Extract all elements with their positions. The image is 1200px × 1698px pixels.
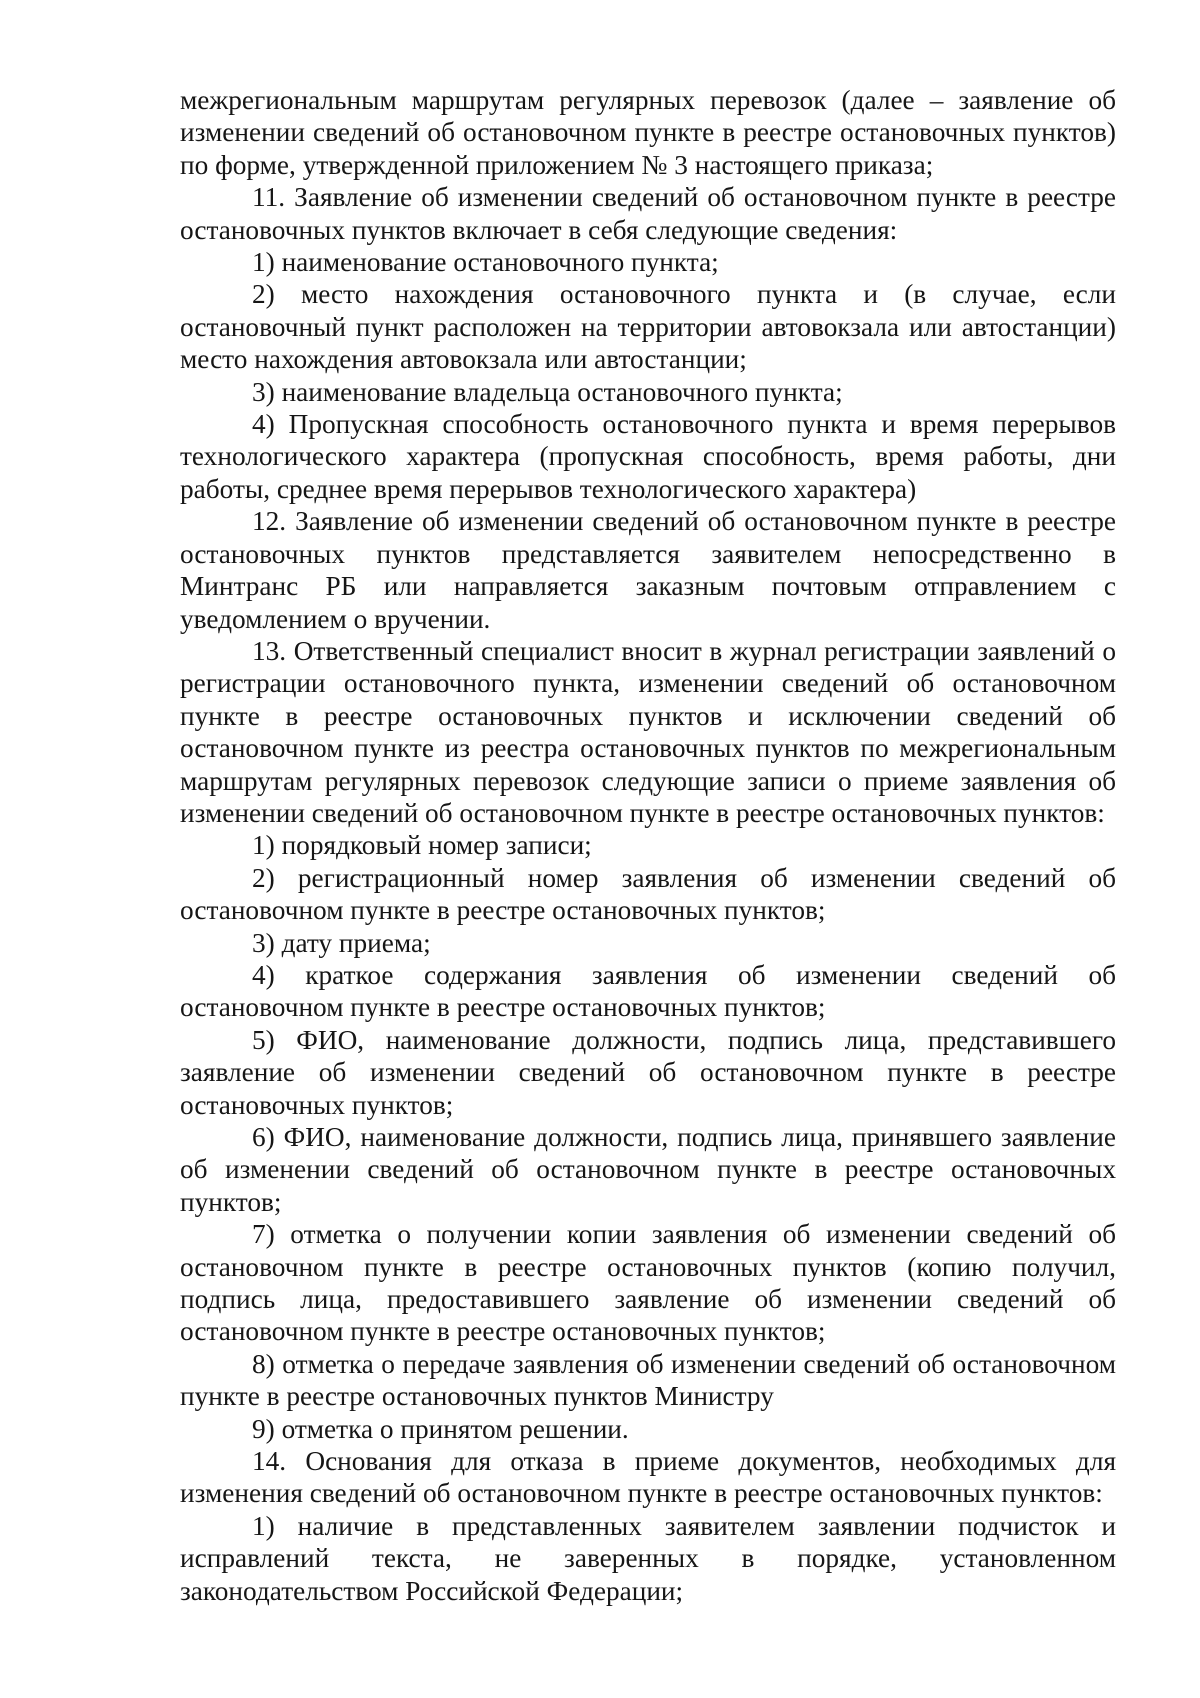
list-item: 3) наименование владельца остановочного пункта; [252,376,843,407]
document-body [180,84,1116,1607]
list-item: 1) наличие в представленных заявителем заявлении подчисток и исправлений текста, не заверенных в порядке, установленном законодательством Российской Федерации; [180,1510,1116,1606]
paragraph-continuation: межрегиональным маршрутам регулярных перевозок (далее – заявление об изменении сведений об остановочном пункте в реестре остановочных пунктов) по форме, утвержденной приложением № 3 настоящего приказа; [180,85,1116,180]
list-item: 3) дату приема; [252,927,431,958]
paragraph-item-11: 11. Заявление об изменении сведений об остановочном пункте в реестре остановочных пунктов включает в себя следующие сведения: [180,182,1116,245]
paragraph-item-12: 12. Заявление об изменении сведений об остановочном пункте в реестре остановочных пунктов представляется заявителем непосредственно в Минтранс РБ или направляется заказным почтовым отправлением с уведомлением о вручении. [180,506,1116,634]
list-item: 7) отметка о получении копии заявления об изменении сведений об остановочном пункте в реестре остановочных пунктов (копию получил, подпись лица, предоставившего заявление об изменении сведений об остановочном пункте в реестре остановочных пунктов; [180,1219,1116,1347]
paragraph-item-14: 14. Основания для отказа в приеме документов, необходимых для изменения сведений об остановочном пункте в реестре остановочных пунктов: [180,1446,1116,1509]
list-item: 1) наименование остановочного пункта; [252,247,719,278]
list-item: 5) ФИО, наименование должности, подпись лица, представившего заявление об изменении сведений об остановочном пункте в реестре остановочных пунктов; [180,1024,1116,1120]
list-item: 2) место нахождения остановочного пункта и (в случае, если остановочный пункт расположен на территории автовокзала или автостанции) место нахождения автовокзала или автостанции; [180,279,1116,375]
list-item: 9) отметка о принятом решении. [252,1413,629,1444]
list-item: 4) краткое содержания заявления об изменении сведений об остановочном пункте в реестре остановочных пунктов; [180,959,1116,1023]
list-item: 1) порядковый номер записи; [252,830,592,861]
list-item: 6) ФИО, наименование должности, подпись лица, принявшего заявление об изменении сведений об остановочном пункте в реестре остановочных пунктов; [180,1122,1116,1217]
list-item: 2) регистрационный номер заявления об изменении сведений об остановочном пункте в реестре остановочных пунктов; [180,862,1116,926]
list-item: 4) Пропускная способность остановочного пункта и время перерывов технологического характера (пропускная способность, время работы, дни работы, среднее время перерывов технологического характера) [180,409,1116,504]
list-item: 8) отметка о передаче заявления об изменении сведений об остановочном пункте в реестре остановочных пунктов Министру [180,1348,1116,1412]
paragraph-item-13: 13. Ответственный специалист вносит в журнал регистрации заявлений о регистрации остановочного пункта, изменении сведений об остановочном пункте в реестре остановочных пунктов и исключении сведений об остановочном пункте из реестра остановочных пунктов по межрегиональным маршрутам регулярных перевозок следующие записи о приеме заявления об изменении сведений об остановочном пункте в реестре остановочных пунктов: [180,635,1116,828]
